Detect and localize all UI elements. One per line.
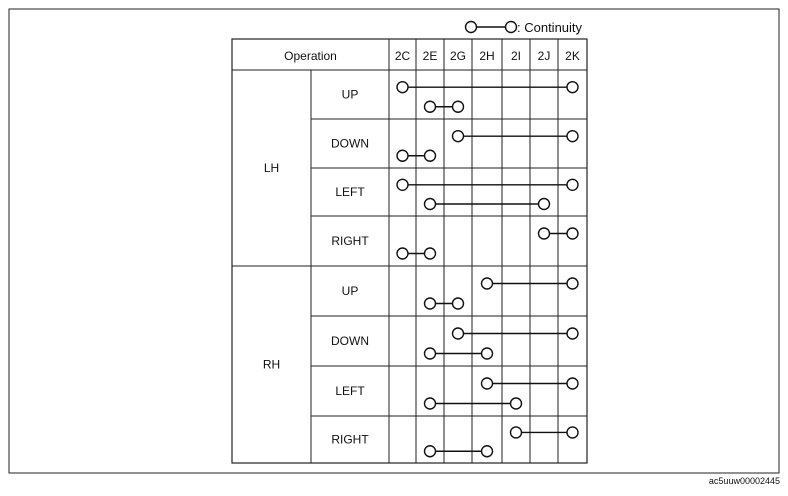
continuity-terminal-circle [397,150,408,161]
continuity-terminal-circle [425,150,436,161]
header-terminal-2i: 2I [510,49,522,63]
continuity-terminal-circle [567,278,578,289]
continuity-terminal-circle [567,328,578,339]
header-terminal-2k: 2K [565,49,580,63]
direction-label-rh-right: RIGHT [331,432,369,447]
outer-frame [9,9,779,473]
continuity-terminal-circle [425,298,436,309]
header-terminal-2g: 2G [449,49,467,63]
continuity-terminal-circle [425,398,436,409]
direction-label-rh-left: LEFT [335,384,365,398]
direction-label-rh-down: DOWN [331,334,369,348]
legend [466,20,583,35]
continuity-terminal-circle [397,82,408,93]
continuity-terminal-circle [567,82,578,93]
continuity-terminal-circle [397,179,408,190]
continuity-terminal-circle [567,427,578,438]
continuity-terminal-circle [425,348,436,359]
continuity-terminal-circle [567,179,578,190]
continuity-terminal-circle [482,348,493,359]
continuity-terminal-circle [567,378,578,389]
continuity-terminal-circle [425,101,436,112]
legend-circle-left [466,22,477,33]
continuity-terminal-circle [567,131,578,142]
continuity-terminal-circle [425,199,436,210]
continuity-terminal-circle [397,248,408,259]
header-terminal-2c: 2C [394,49,411,63]
continuity-terminal-circle [482,278,493,289]
continuity-terminal-circle [482,378,493,389]
continuity-terminal-circle [425,446,436,457]
footer-code: ac5uuw00002445 [708,476,780,486]
direction-label-lh-up: UP [341,87,359,102]
continuity-terminal-circle [425,248,436,259]
direction-label-lh-down: DOWN [331,136,369,151]
table-border [232,39,587,463]
continuity-terminal-circle [453,298,464,309]
legend-label: : Continuity [517,20,583,35]
continuity-terminal-circle [453,328,464,339]
side-label-lh: LH [263,161,280,175]
continuity-terminal-circle [539,199,550,210]
continuity-terminal-circle [567,228,578,239]
continuity-terminal-circle [453,101,464,112]
continuity-terminal-circle [511,398,522,409]
header-terminal-2e: 2E [422,49,438,63]
continuity-terminal-circle [539,228,550,239]
legend-circle-right [506,22,517,33]
header-terminal-2j: 2J [537,49,551,63]
continuity-terminal-circle [511,427,522,438]
continuity-terminal-circle [482,446,493,457]
table-grid [232,39,587,463]
header-terminal-2h: 2H [479,49,495,63]
header-operation: Operation [284,49,337,63]
side-label-rh: RH [262,357,281,372]
direction-label-lh-right: RIGHT [331,234,369,248]
direction-label-lh-left: LEFT [335,185,365,199]
continuity-terminal-circle [453,131,464,142]
direction-label-rh-up: UP [341,284,359,298]
